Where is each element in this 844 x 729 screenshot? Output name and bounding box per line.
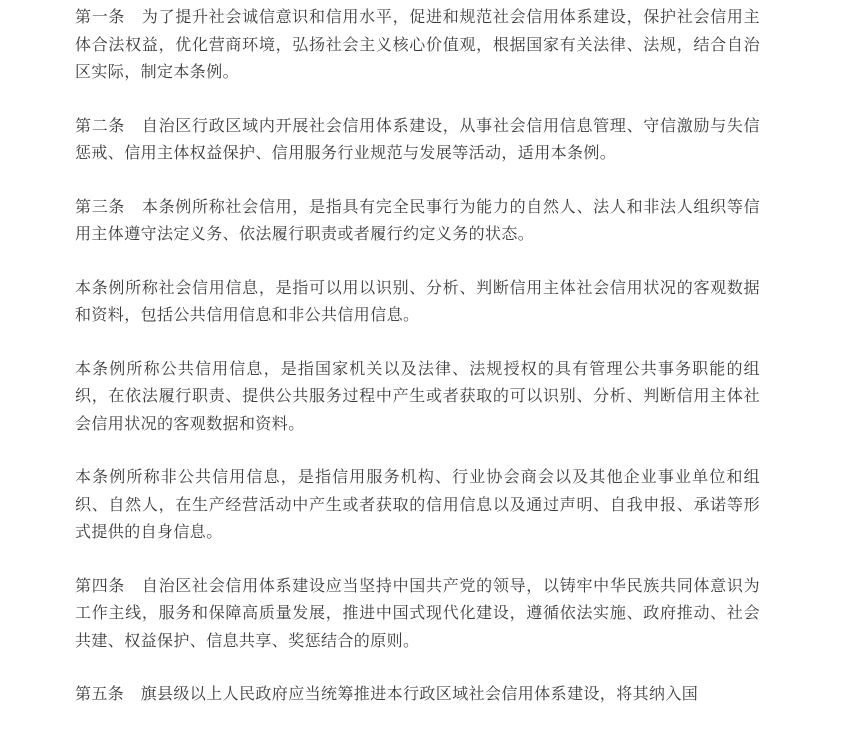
article-5-paragraph: 第五条 旗县级以上人民政府应当统筹推进本行政区域社会信用体系建设，将其纳入国	[75, 684, 699, 703]
public-credit-info-definition: 本条例所称公共信用信息，是指国家机关以及法律、法规授权的具有管理公共事务职能的组织，在依法履行职责、提供公共服务过程中产生或者获取的可以识别、分析、判断信用主体社会信用状况的客观数据和资料。	[75, 358, 760, 433]
article-1-paragraph: 第一条 为了提升社会诚信意识和信用水平，促进和规范社会信用体系建设，保护社会信用主体合法权益，优化营商环境，弘扬社会主义核心价值观，根据国家有关法律、法规，结合自治区实际，制定本条例。	[75, 7, 760, 81]
non-public-credit-info-definition: 本条例所称非公共信用信息，是指信用服务机构、行业协会商会以及其他企业事业单位和组织、自然人，在生产经营活动中产生或者获取的信用信息以及通过声明、自我申报、承诺等形式提供的自身信息。	[75, 467, 760, 541]
article-2-paragraph: 第二条 自治区行政区域内开展社会信用体系建设，从事社会信用信息管理、守信激励与失信惩戒、信用主体权益保护、信用服务行业规范与发展等活动，适用本条例。	[75, 115, 760, 162]
article-3-paragraph: 第三条 本条例所称社会信用，是指具有完全民事行为能力的自然人、法人和非法人组织等信用主体遵守法定义务、依法履行职责或者履行约定义务的状态。	[75, 196, 760, 243]
social-credit-info-definition: 本条例所称社会信用信息，是指可以用以识别、分析、判断信用主体社会信用状况的客观数据和资料，包括公共信用信息和非公共信用信息。	[75, 277, 760, 324]
regulation-text	[75, 0, 760, 708]
article-4-paragraph: 第四条 自治区社会信用体系建设应当坚持中国共产党的领导，以铸牢中华民族共同体意识为工作主线，服务和保障高质量发展，推进中国式现代化建设，遵循依法实施、政府推动、社会共建、权益保护、信息共享、奖惩结合的原则。	[75, 575, 760, 650]
